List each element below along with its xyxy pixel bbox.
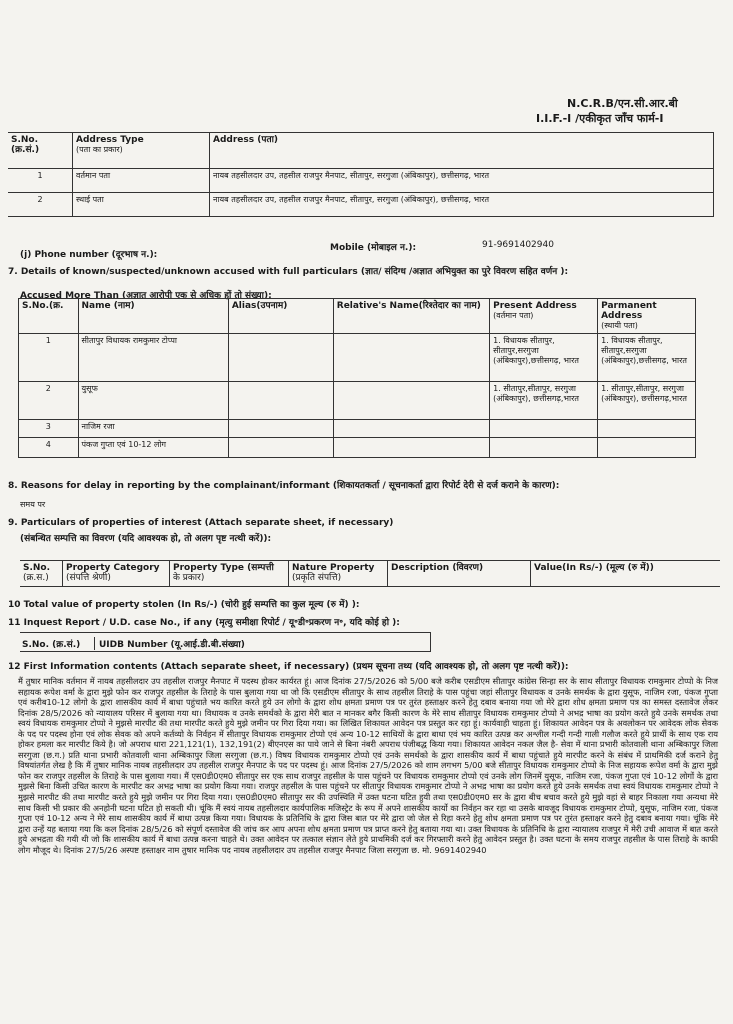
property-col-category-label: Property Category	[66, 563, 160, 573]
accused-relative	[333, 382, 489, 420]
accused-relative	[333, 334, 489, 382]
accused-present	[490, 420, 598, 438]
property-col-nature	[289, 561, 388, 587]
property-col-type-label: Property Type (सम्पत्ती	[173, 563, 274, 573]
accused-sno: 4	[19, 438, 79, 458]
property-col-value: Value(In Rs/-) (मूल्य (रु में))	[531, 561, 721, 587]
property-col-category-sub: (संपत्ति श्रेणी)	[66, 573, 111, 583]
form-header: I.I.F.-I /एकीकृत जाँच फार्म-I	[536, 112, 664, 125]
section7-subtitle: Accused More Than (अज्ञात आरोपी एक से अधिक हों तो संख्या):	[20, 291, 272, 301]
address-row-sno: 2	[8, 193, 73, 217]
accused-col-relative: Relative's Name(रिश्तेदार का नाम)	[333, 299, 489, 334]
accused-col-present	[490, 299, 598, 334]
accused-name: पंकज गुप्ता एवं 10-12 लोग	[78, 438, 228, 458]
accused-col-name: Name (नाम)	[78, 299, 228, 334]
accused-alias	[228, 382, 333, 420]
table-row	[8, 193, 714, 217]
fir-content: मैं तुषार मानिक वर्तमान में नायब तहसीलदार उप तहसील राजपुर मैनपाट में पदस्थ होकर कार्यरत हूं। आज दिनांक 27/5/2026 को 5/00 बजे करीब एसडीएम सीतापुर कांग्रेस सिन्हा सर के साथ सीतापुर विधायक रामकुमार टोप्पो के निज सहायक रूपेश वर्मा के द्वारा मुझे फोन कर राजपुर तहसील के तिराहे के पास बुलाया गया था जो कि एसडीएम सीतापुर के साथ तहसील तिराहे के पास पहुंचा जहां सीतापुर विधायक व उनके समर्थक के द्वारा युसूफ, नाजिम रजा, पंकज गुप्ता एवं करीब10-12 लोगो के द्वारा शासकीय कार्य में बाधा पहुंचाते भय कारित करते हुये उन लोगो के द्वारा शोध क्षमता प्रमाण पत्र पर तुरंत हस्ताक्षर करने हेतु दबाव बनाया गया जो मेरे द्वारा शोध क्षमता प्रमाण पत्र का समस्त दस्तावेज लेकर दिनांक 28/5/2026 को न्यायालय परिसर में बुलाया गया था। विधायक व उनके समर्थको के द्वारा मेरी बात न मानकर बगैर किसी कारण के मेरे साथ सीतापुर विधायक रामकुमार टोप्पो ने अभद्र भाषा का प्रयोग करते हुये उनके समर्थक तथा स्वयं विधायक रामकुमार टोप्पो ने मुझसे मारपीट की तथा मारपीट करते हुये मुझे जमीन पर गिरा दिया गया। का लिखित शिकायत आवेदन पत्र प्रस्तुत कर रहा हूं। कार्यवाही चाहता हूं। शिकायत आवेदन पत्र के अवलोकन पर आवेदक लोक सेवक के पद पर पदस्थ होना एवं लोक सेवक को अपने कर्तव्यो के निर्वहन में सीतापुर विधायक रामकुमार टोप्पो एवं अन्य 10-12 साथियों के द्वारा बाधा एवं भय कारित उत्पन्न कर अश्लील गन्दी गन्दी गाली गलौज करते हुये प्रार्थी के साथ एक राय होकर हमला कर मारपीट किये है। जो अपराध धारा 221,121(1), 132,191(2) बीएनएस का पाये जाने से बिना नंबरी अपराध पंजीबद्ध किया गया। शिकायत आवेदन नकल जैल है- सेवा में थाना प्रभारी कोतवाली थाना अम्बिकापुर जिला सरगुजा (छ.ग.) प्रति थाना प्रभारी कोतवाली थाना अम्बिकापुर जिला सरगुजा (छ.ग.) विषय विधायक रामकुमार टोप्पो एवं उनके समर्थको के द्वारा शासकीय कार्य में बाधा पहुंचाते हुये मारपीट करने के संबंध में प्राथमिकी दर्ज कराने हेतु विषयांतर्गत लेख है कि मैं तुषार मानिक नायब तहसीलदार उप तहसील राजपुर मैनपाट के पद पर पदस्थ हूं। आज दिनांक 27/5/2026 को शाम लगभग 5/00 बजे सीतापुर विधायक रामकुमार टोप्पो के निज सहायक रूपेश वर्मा के द्वारा मुझे फोन कर राजपुर तहसील के तिराहे के पास बुलाया गया। मैं एस0डी0एम0 सीतापुर सर एक साथ राजपुर तहसील के पास पहुंचने पर विधायक रामकुमार टोप्पो एवं उनके लोग जिनमें युसूफ, नाजिम रजा, पंकज गुप्ता एवं 10-12 लोगों के द्वारा मुझसे बिना किसी उचित कारण के मारपीट कर अभद्र भाषा का प्रयोग किया गया। राजपुर तहसील के पास पहुंचने पर सीतापुर विधायक रामकुमार टोप्पो ने अभद्र भाषा का प्रयोग करते हुये उनके समर्थक तथा स्वयं विधायक रामकुमार टोप्पो ने मुझसे मारपीट की तथा मारपीट करते हुये मुझे जमीन पर गिरा दिया गया। एस0डी0एम0 सीतापुर सर की उपस्थिति में उक्त घटना घटित हुयी तथा एस0डी0एम0 सर के द्वारा बीच बचाव करते हुये मुझे वहां से बाहर निकाला गया अन्यथा मेरे साथ किसी भी प्रकार की अनहोनी घटना घटित हो सकती थी। चूंकि मैं स्वयं नायब तहसीलदार कार्यपालिक मजिस्ट्रेट के रूप में अपने शासकीय कार्यो का निर्वहन कर रहा था उसके बावजूद विधायक रामकुमार टोप्पो, युसूफ, नाजिम रजा, पंकज गुप्ता एवं 10-12 अन्य ने मेरे साथ शासकीय कार्य में बाधा उत्पन्न किया गया। विधायक के प्रतिनिधि के द्वारा जिस बात पर मेरे द्वारा जो जेल से रिहा करने हेतु शोध क्षमता प्रमाण पत्र पर तुरंत हस्ताक्षर करने हेतु दबाव बनाया गया। चूंकि मेरे द्वारा उन्हें यह बताया गया कि कल दिनांक 28/5/26 को संपूर्ण दस्तावेज की जांच कर आप अपना शोध क्षमता प्रमाण पत्र प्राप्त करने हेतु बताया गया था। उक्त विधायक के प्रतिनिधि के द्वारा न्यायालय राजपुर में मेरी उची आवाज में बात करते हुये अभद्रता की गयी थी जो कि शासकीय कार्य में बाधा उत्पन्न करना चाहते थे। उक्त आवेदन पर तत्काल संज्ञान लेते हुये प्राथमिकी दर्ज कर गिरफ्तारी करने हेतु आवेदन प्रस्तुत है। उक्त घटना के समय राजपुर तहसील के पास तिराहे के काफी लोग मौजूद थे। दिनांक 27/5/26 अस्पष्ट हस्ताक्षर नाम तुषार मानिक पद नायब तहसीलदार उप तहसील राजपुर मैनपाट जिला सरगुजा छ. मो. 9691402940	[18, 676, 718, 855]
accused-col-sno: S.No.(क्र.	[19, 299, 79, 334]
accused-alias	[228, 420, 333, 438]
address-col-type-sub: (पता का प्रकार)	[76, 145, 123, 154]
property-col-category	[63, 561, 170, 587]
uidb-box	[20, 632, 431, 652]
section8-value: समय पर	[20, 500, 46, 509]
property-col-description: Description (विवरण)	[388, 561, 531, 587]
accused-sno: 2	[19, 382, 79, 420]
table-row	[19, 334, 696, 382]
accused-present: 1. विधायक सीतापुर, सीतापुर,सरगुजा (अंबिकापुर),छत्तीसगढ़, भारत	[490, 334, 598, 382]
accused-name: सीतापुर विधायक रामकुमार टोप्पा	[78, 334, 228, 382]
property-table	[20, 560, 720, 587]
address-row-address: नायब तहसीलदार उप, तहसील राजपुर मैनपाट, सीतापुर, सरगुजा (अंबिकापुर), छत्तीसगढ़, भारत	[210, 169, 714, 193]
accused-permanent	[598, 420, 696, 438]
address-col-sno: S.No. (क्र.सं.)	[8, 133, 73, 169]
table-row	[19, 420, 696, 438]
section11-title: 11 Inquest Report / U.D. case No., if any (मृत्यु समीक्षा रिपोर्ट / यू॰डी॰प्रकरण न॰, यदि कोई हो ):	[8, 618, 400, 628]
property-col-nature-label: Nature Property	[292, 563, 375, 573]
accused-sno: 1	[19, 334, 79, 382]
accused-name: नाजिम रजा	[78, 420, 228, 438]
accused-alias	[228, 334, 333, 382]
address-row-type: वर्तमान पता	[73, 169, 210, 193]
property-col-sno	[20, 561, 63, 587]
accused-permanent: 1. विधायक सीतापुर, सीतापुर,सरगुजा (अंबिकापुर),छत्तीसगढ़, भारत	[598, 334, 696, 382]
table-row	[8, 169, 714, 193]
property-col-sno-sub: (क्र.स.)	[23, 573, 49, 583]
table-row	[19, 438, 696, 458]
address-col-type	[73, 133, 210, 169]
table-row	[19, 382, 696, 420]
ncrb-header: N.C.R.B/एन.सी.आर.बी	[567, 97, 678, 110]
accused-permanent: 1. सीतापुर,सीतापुर, सरगुजा (अंबिकापुर), छत्तीसगढ़,भारत	[598, 382, 696, 420]
section9-subtitle: (संबन्धित सम्पत्ति का विवरण (यदि आवश्यक हो, तो अलग पृष्ट नत्थी करें)):	[20, 534, 272, 544]
uidb-sno: S.No. (क्र.सं.)	[22, 640, 81, 650]
accused-sno: 3	[19, 420, 79, 438]
property-col-type	[170, 561, 289, 587]
address-row-address: नायब तहसीलदार उप, तहसील राजपुर मैनपाट, सीतापुर, सरगुजा (अंबिकापुर), छत्तीसगढ़, भारत	[210, 193, 714, 217]
accused-col-alias: Alias(उपनाम)	[228, 299, 333, 334]
accused-col-permanent-sub: (स्थायी पता)	[601, 321, 638, 330]
section7-title: 7. Details of known/suspected/unknown accused with full particulars (ज्ञात/ संदिग्ध /अज्ञात अभियुक्त का पुरे विवरण सहित वर्णन ):	[8, 267, 569, 277]
accused-permanent	[598, 438, 696, 458]
address-col-address: Address (पता)	[210, 133, 714, 169]
accused-alias	[228, 438, 333, 458]
address-col-type-label: Address Type	[76, 135, 144, 145]
accused-name: युसूफ	[78, 382, 228, 420]
mobile-label: Mobile (मोबाइल न.):	[330, 243, 417, 253]
address-row-type: स्थाई पता	[73, 193, 210, 217]
accused-present	[490, 438, 598, 458]
accused-col-permanent	[598, 299, 696, 334]
accused-col-present-sub: (वर्तमान पता)	[493, 311, 534, 320]
phone-label: (j) Phone number (दूरभाष न.):	[20, 250, 158, 260]
uidb-number: UIDB Number (यू.आई.डी.बी.संख्या)	[94, 637, 245, 650]
section10-title: 10 Total value of property stolen (In Rs/-) (चोरी हुई सम्पत्ति का कुल मूल्य (रु में) ):	[8, 600, 360, 610]
property-col-type-sub: के प्रकार)	[173, 573, 205, 583]
address-row-sno: 1	[8, 169, 73, 193]
accused-col-permanent-label: Parmanent Address	[601, 301, 657, 321]
property-col-sno-label: S.No.	[23, 563, 51, 573]
accused-relative	[333, 438, 489, 458]
accused-relative	[333, 420, 489, 438]
accused-table	[18, 298, 696, 458]
section9-title: 9. Particulars of properties of interest (Attach separate sheet, if necessary)	[8, 518, 394, 528]
section12-title: 12 First Information contents (Attach separate sheet, if necessary) (प्रथम सूचना तथ्य (यदि आवश्यक हो, तो अलग पृष्ट नत्थी करें)):	[8, 662, 569, 672]
accused-present: 1. सीतापुर,सीतापुर, सरगुजा (अंबिकापुर), छत्तीसगढ़,भारत	[490, 382, 598, 420]
accused-col-present-label: Present Address	[493, 301, 577, 311]
mobile-value: 91-9691402940	[482, 240, 554, 250]
section8-title: 8. Reasons for delay in reporting by the complainant/informant (शिकायतकर्ता / सूचनाकर्ता द्वारा रिपोर्ट देरी से दर्ज कराने के कारण):	[8, 481, 560, 491]
property-col-nature-sub: (प्रकृति संपत्ति)	[292, 573, 342, 583]
address-table	[8, 132, 714, 217]
